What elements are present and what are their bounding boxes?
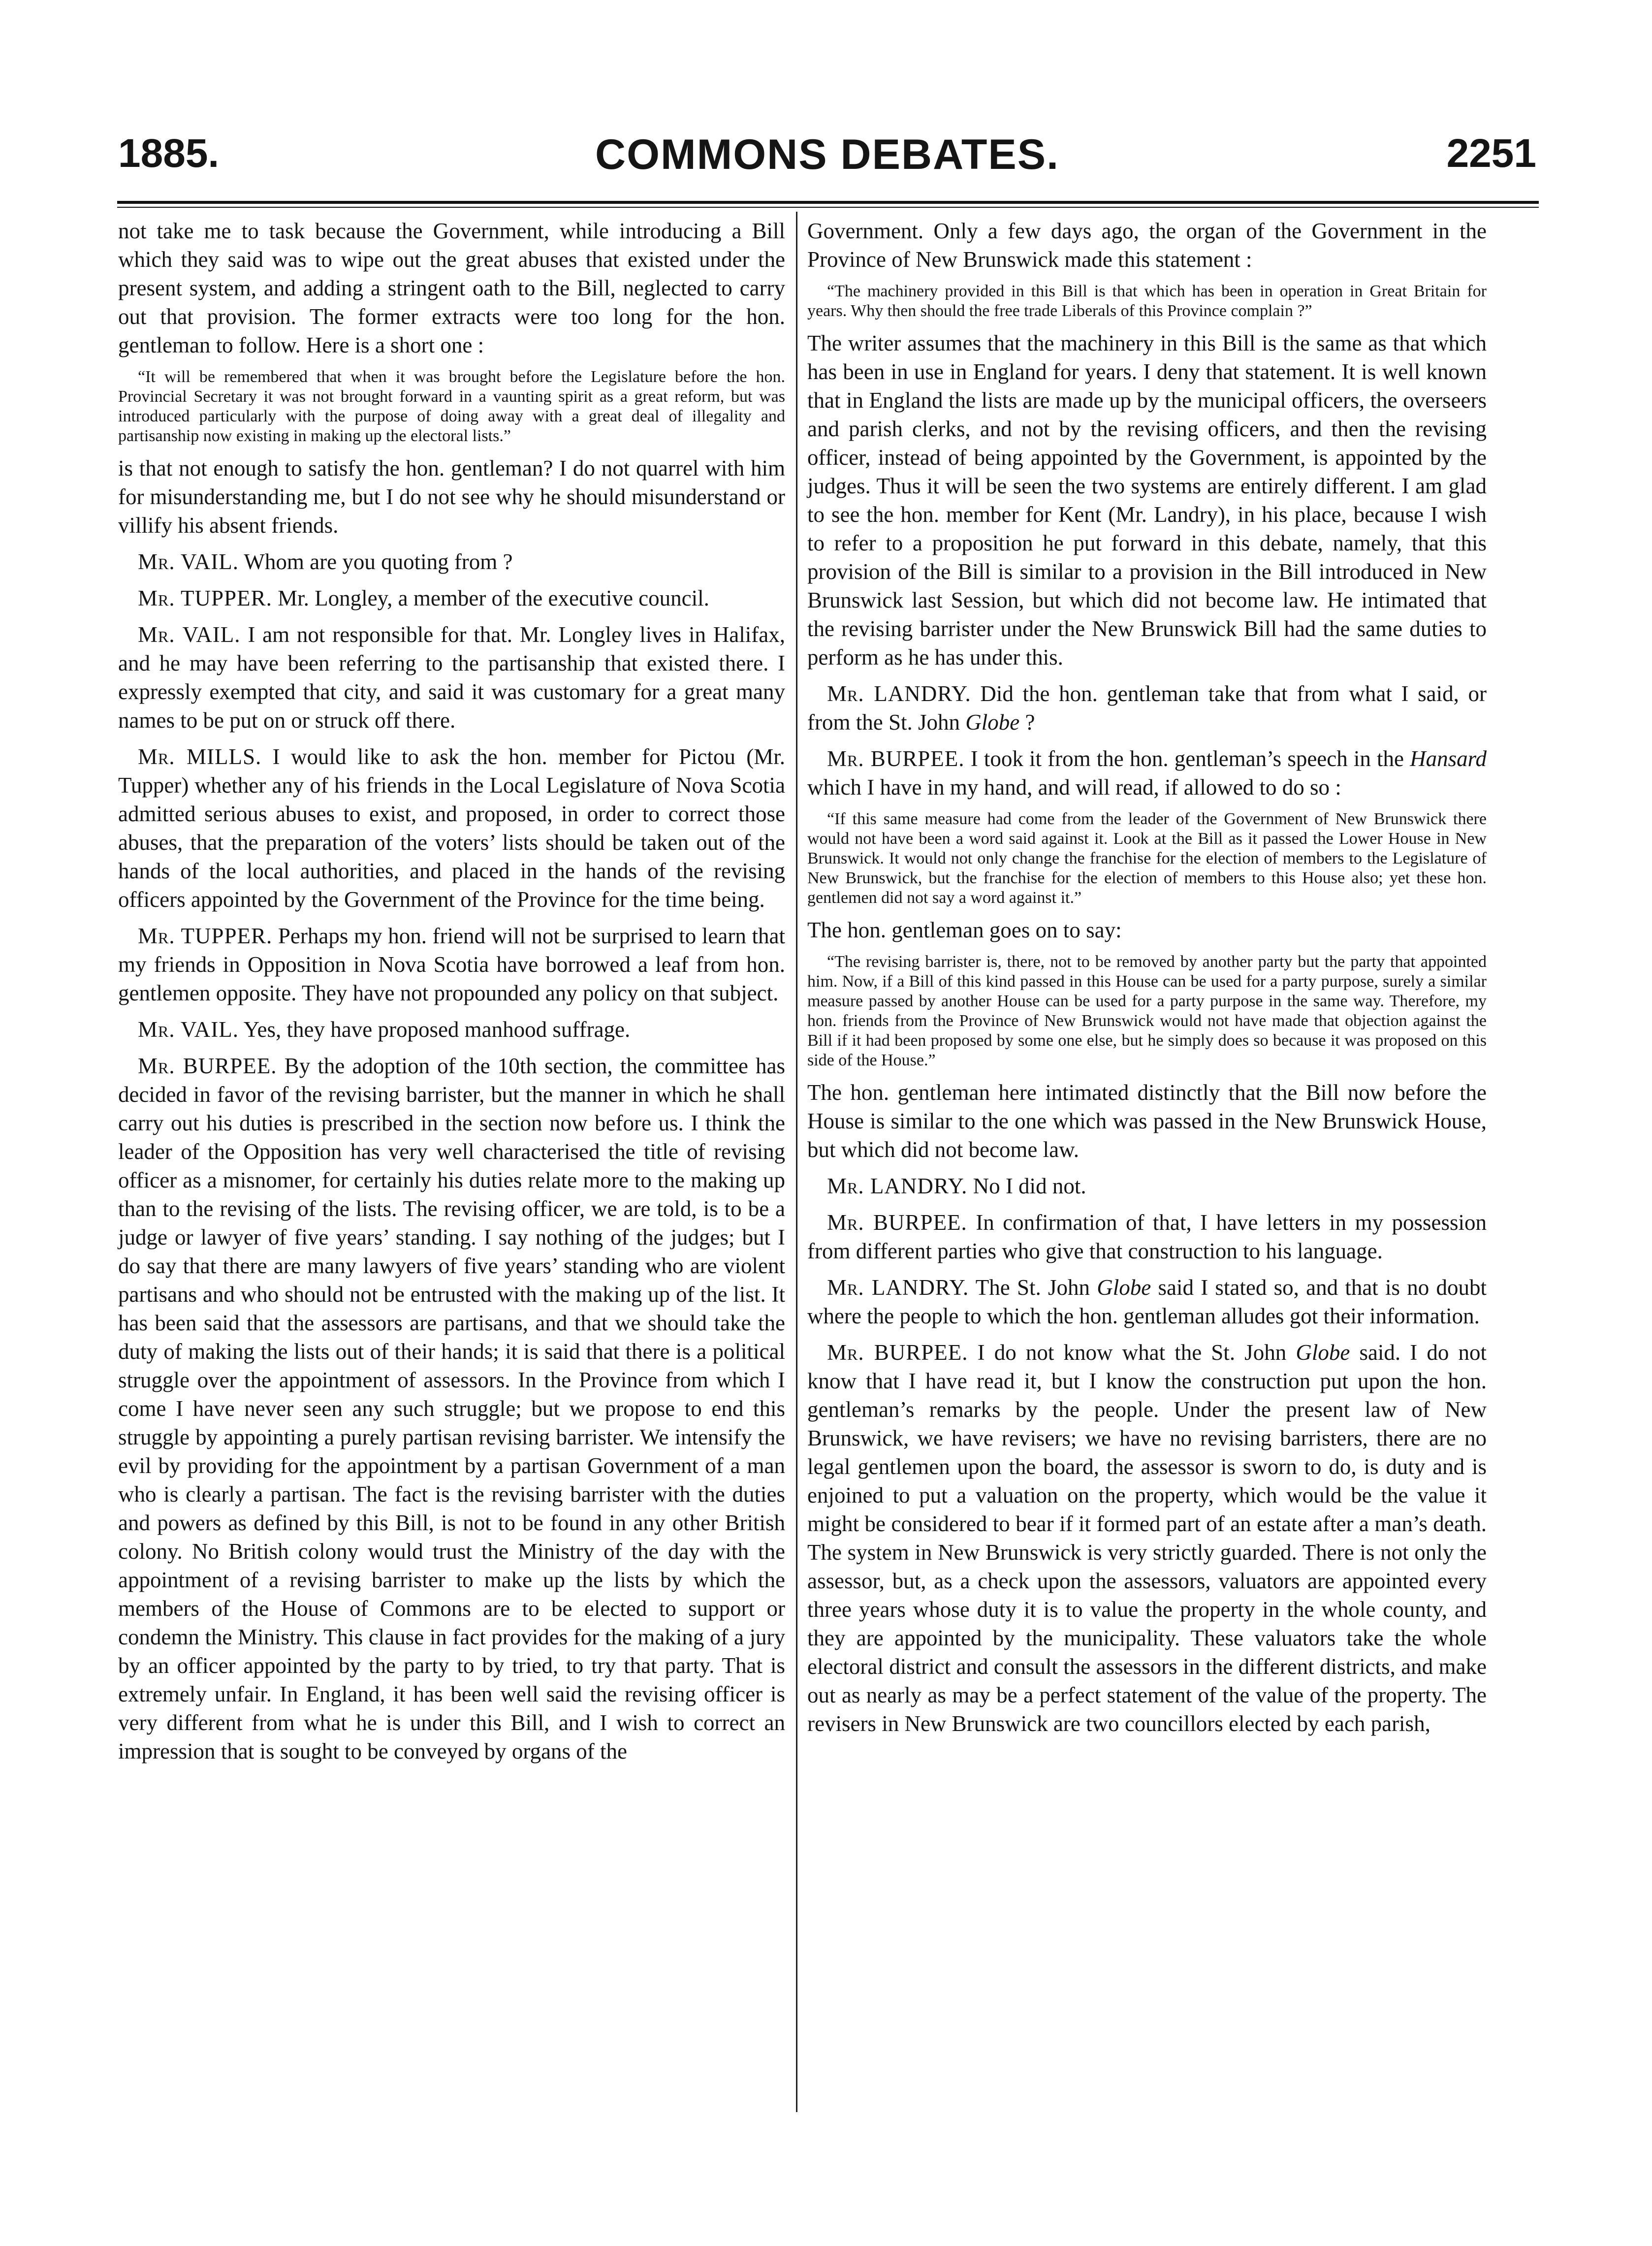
- speaker-name: Mr. VAIL.: [138, 622, 241, 647]
- speech-text: I am not responsible for that. Mr. Longley lives in Halifax, and he may have been referring to the partisanship that existed there. I expressly exempted that city, and said it was customary for a great many names to be put on or struck off there.: [118, 622, 785, 733]
- speech-text: The St. John: [975, 1275, 1090, 1300]
- paragraph: The hon. gentleman here intimated distinctly that the Bill now before the House is similar to the one which was passed in the New Brunswick House, but which did not become law.: [807, 1080, 1487, 1162]
- newspaper-name: Globe: [1097, 1275, 1151, 1300]
- speech-paragraph: [118, 1052, 785, 1765]
- newspaper-name: Globe: [1296, 1340, 1350, 1365]
- paragraph: The hon. gentleman goes on to say:: [807, 918, 1122, 942]
- speech-text: I do not know what the St. John: [977, 1340, 1287, 1365]
- speaker-name: Mr. LANDRY.: [827, 1275, 969, 1300]
- speech-paragraph: [807, 1273, 1487, 1330]
- speech-text: said. I do not know that I have read it, but I know the construction put upon the hon. gentleman’s remarks by the people. Under the present law of New Brunswick, we have revisers; we have no revising barristers, there are no legal gentlemen upon the board, the assessor is sworn to do, is duty and is enjoined to put a valuation on the property, which would be the value it might be considered to bear if it formed part of an estate after a man’s death. The system in New Brunswick is very strictly guarded. There is not only the assessor, but, as a check upon the assessors, valuators are appointed every three years whose duty it is to value the property in the whole county, and they are appointed by the municipality. These valuators take the whole electoral district and consult the assessors in the different districts, and make out as nearly as may be a perfect statement of the value of the property. The revisers in New Brunswick are two councillors elected by each parish,: [807, 1340, 1487, 1736]
- speech-text: I would like to ask the hon. member for Pictou (Mr. Tupper) whether any of his friends in the Local Legislature of Nova Scotia admitted serious abuses to exist, and proposed, in order to correct those abuses, that the preparation of the voters’ lists should be taken out of the hands of the local authorities, and placed in the hands of the revising officers appointed by the Government of the Province for the time being.: [118, 744, 786, 912]
- speech-text: Whom are you quoting from ?: [244, 549, 513, 574]
- speaker-name: Mr. MILLS.: [138, 744, 262, 769]
- block-quote: “It will be remembered that when it was brought before the Legislature before the hon. Provincial Secretary it was not brought forward in a vaunting spirit as a great reform, but was introduced particularly with the purpose of doing away with a great deal of illegality and partisanship now existing in making up the electoral lists.”: [118, 368, 785, 445]
- speech-text: ?: [1025, 710, 1035, 735]
- speaker-name: Mr. VAIL.: [138, 1017, 239, 1042]
- block-quote: “The revising barrister is, there, not to be removed by another party but the party that appointed him. Now, if a Bill of this kind passed in this House can be used for a party purpose, surely a similar measure passed by another House can be used for a party purpose in the same way. Therefore, my hon. friends from the Province of New Brunswick would not have made that objection against the Bill if it had been proposed by some one else, but he simply does so because it was proposed on this side of the House.”: [807, 953, 1487, 1069]
- speech-text: Perhaps my hon. friend will not be surprised to learn that my friends in Opposition in Nova Scotia have borrowed a leaf from hon. gentlemen opposite. They have not propounded any policy on that subject.: [118, 924, 785, 1005]
- speaker-name: Mr. TUPPER.: [138, 924, 273, 948]
- block-quote: “The machinery provided in this Bill is that which has been in operation in Great Britain for years. Why then should the free trade Liberals of this Province complain ?”: [807, 282, 1487, 320]
- speech-paragraph: [118, 547, 785, 576]
- speech-paragraph: [807, 1208, 1487, 1265]
- paragraph: The writer assumes that the machinery in this Bill is the same as that which has been in use in England for years. I deny that statement. It is well known that in England the lists are made up by the municipal officers, the overseers and parish clerks, and not by the revising officers, and then the revising officer, instead of being appointed by the Government, is appointed by the judges. Thus it will be seen the two systems are entirely different. I am glad to see the hon. member for Kent (Mr. Landry), in his place, because I wish to refer to a proposition he put forward in this debate, namely, that this provision of the Bill is similar to a provision in the Bill introduced in New Brunswick last Session, but which did not become law. He intimated that the revising barrister under the New Brunswick Bill had the same duties to perform as he has under this.: [807, 331, 1487, 670]
- speech-paragraph: [118, 1015, 785, 1044]
- speech-text: Did the hon. gentleman take that from what I said, or from the St. John: [807, 681, 1487, 735]
- header-rule-thin: [117, 207, 1539, 208]
- header-page-number: 2251: [1446, 131, 1536, 176]
- speech-text: In confirmation of that, I have letters in my possession from different parties who give that construction to his language.: [807, 1210, 1487, 1263]
- block-quote: “If this same measure had come from the leader of the Government of New Brunswick there would not have been a word said against it. Look at the Bill as it passed the Lower House in New Brunswick. It would not only change the franchise for the election of members to the Legislature of New Brunswick, but the franchise for the election of members to this House also; yet these hon. gentlemen did not say a word against it.”: [807, 810, 1487, 907]
- speech-text: Yes, they have proposed manhood suffrage.: [243, 1017, 631, 1042]
- speech-text: which I have in my hand, and will read, if allowed to do so :: [807, 775, 1341, 800]
- speaker-name: Mr. BURPEE.: [827, 746, 965, 771]
- header-rule-thick: [117, 201, 1539, 204]
- speaker-name: Mr. BURPEE.: [827, 1340, 968, 1365]
- speech-text: By the adoption of the 10th section, the committee has decided in favor of the revising barrister, but the manner in which he shall carry out his duties is prescribed in the section now before us. I think the leader of the Opposition has very well characterised the title of revising officer as a misnomer, for certainly his duties relate more to the making up than to the revising of the lists. The revising officer, we are told, is to be a judge or lawyer of five years’ standing. I say nothing of the judges; but I do say that there are many lawyers of five years’ standing who are violent partisans and who should not be entrusted with the making up of the list. It has been said that the assessors are partisans, and that we should take the duty of making the lists out of their hands; it is said that there is a political struggle over the appointment of assessors. In the Province from which I come I have never seen any such struggle; but we propose to end this struggle by appointing a purely partisan revising barrister. We intensify the evil by providing for the appointment by a partisan Government of a man who is clearly a partisan. The fact is the revising barrister with the duties and powers as defined by this Bill, is not to be found in any other British colony. No British colony would trust the Ministry of the day with the appointment of a revising barrister to make up the lists by which the members of the House of Commons are to be elected to support or condemn the Ministry. This clause in fact provides for the making of a jury by an officer appointed by the party to by tried, to try that party. That is extremely unfair. In England, it has been well said the revising officer is very different from what he is under this Bill, and I wish to correct an impression that is sought to be conveyed by organs of the: [118, 1054, 786, 1764]
- speech-paragraph: [807, 1338, 1487, 1738]
- newspaper-name: Globe: [965, 710, 1020, 735]
- speech-text: said I stated so, and that is no doubt where the people to which the hon. gentleman alludes got their information.: [807, 1275, 1487, 1328]
- header-year: 1885.: [118, 131, 220, 176]
- speaker-name: Mr. BURPEE.: [827, 1210, 967, 1235]
- speaker-name: Mr. LANDRY.: [827, 1174, 968, 1198]
- column-divider: [796, 212, 797, 2112]
- speaker-name: Mr. VAIL.: [138, 549, 239, 574]
- paragraph: not take me to task because the Government, while introducing a Bill which they said was to wipe out the great abuses that existed under the present system, and adding a stringent oath to the Bill, neglected to carry out that provision. The former extracts were too long for the hon. gentleman to follow. Here is a short one :: [118, 219, 785, 357]
- paragraph: is that not enough to satisfy the hon. gentleman? I do not quarrel with him for misunderstanding me, but I do not see why he should misunderstand or villify his absent friends.: [118, 456, 785, 538]
- page-header: [118, 130, 1536, 194]
- speech-paragraph: [118, 742, 785, 914]
- speaker-name: Mr. BURPEE.: [138, 1054, 277, 1078]
- speaker-name: Mr. LANDRY.: [827, 681, 971, 706]
- publication-name: Hansard: [1410, 746, 1487, 771]
- speech-paragraph: [807, 744, 1487, 802]
- speech-paragraph: [118, 584, 785, 612]
- speech-text: I took it from the hon. gentleman’s speech in the: [970, 746, 1404, 771]
- header-title: COMMONS DEBATES.: [595, 131, 1059, 178]
- speech-paragraph: [807, 1172, 1487, 1200]
- speech-paragraph: [807, 679, 1487, 737]
- speech-paragraph: [118, 620, 785, 735]
- paragraph: Government. Only a few days ago, the organ of the Government in the Province of New Brunswick made this statement :: [807, 219, 1487, 272]
- right-column: [807, 217, 1487, 1746]
- speech-text: Mr. Longley, a member of the executive council.: [278, 586, 709, 610]
- speaker-name: Mr. TUPPER.: [138, 586, 272, 610]
- left-column: [118, 217, 785, 1773]
- speech-paragraph: [118, 922, 785, 1007]
- speech-text: No I did not.: [973, 1174, 1086, 1198]
